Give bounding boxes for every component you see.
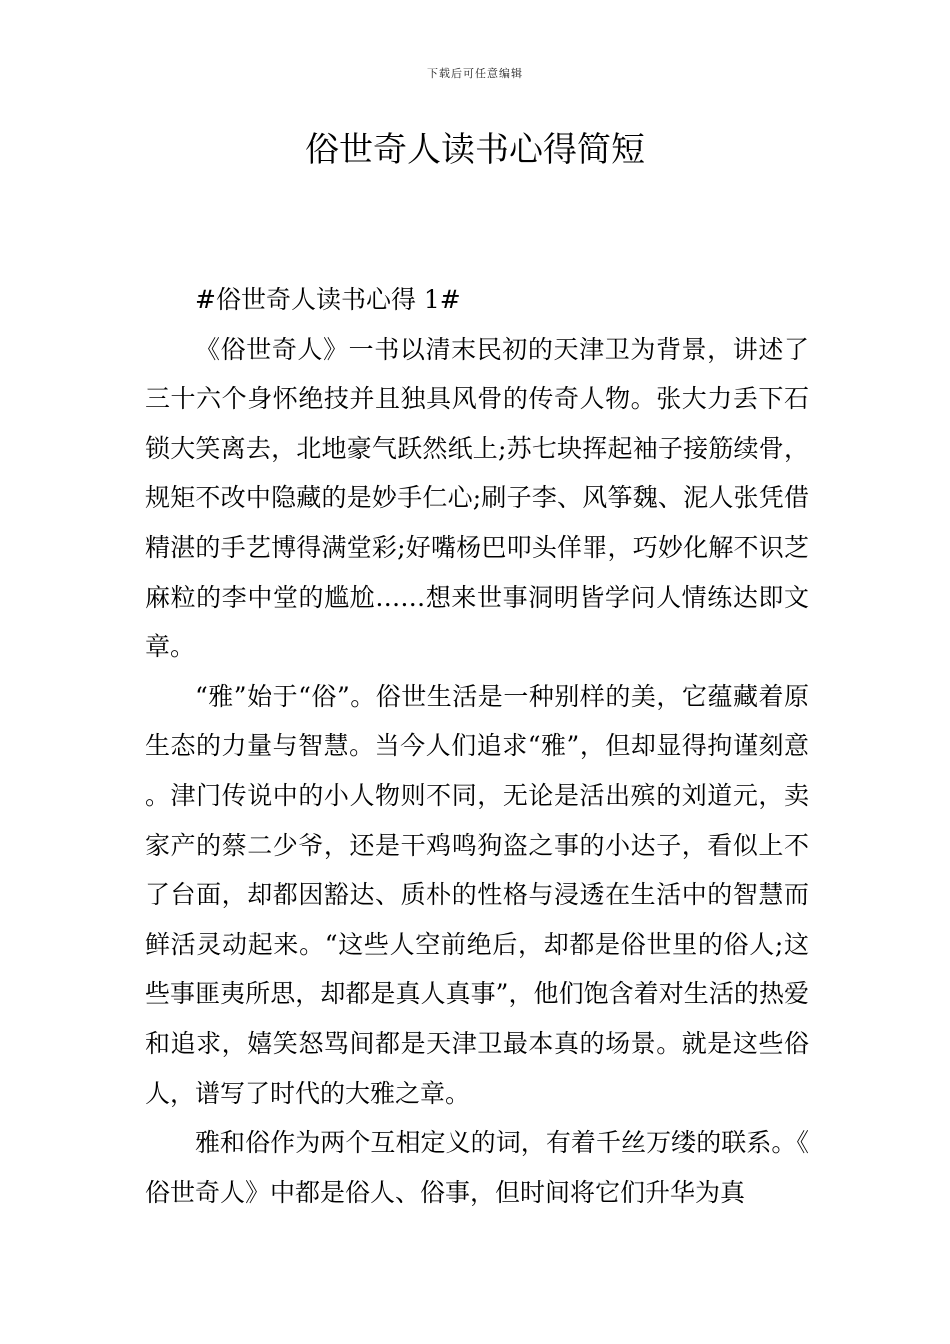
document-title: 俗世奇人读书心得简短 <box>305 130 645 170</box>
paragraph-1: 《俗世奇人》一书以清末民初的天津卫为背景，讲述了三十六个身怀绝技并且独具风骨的传奇人物。张大力丢下石锁大笑离去，北地豪气跃然纸上;苏七块挥起袖子接筋续骨，规矩不改中隐藏的是妙手仁心;刷子李、风筝魏、泥人张凭借精湛的手艺博得满堂彩;好嘴杨巴叩头佯罪，巧妙化解不识芝麻粒的李中堂的尴尬……想来世事洞明皆学问人情练达即文章。 <box>145 334 809 662</box>
section-heading: #俗世奇人读书心得 1# <box>195 285 461 314</box>
paragraph-3: 雅和俗作为两个互相定义的词，有着千丝万缕的联系。《俗世奇人》中都是俗人、俗事，但时间将它们升华为真 <box>145 1128 809 1207</box>
header-note: 下载后可任意编辑 <box>427 67 523 80</box>
document-body <box>145 275 809 1217</box>
paragraph-2: “雅”始于“俗”。俗世生活是一种别样的美，它蕴藏着原生态的力量与智慧。当今人们追求“雅”，但却显得拘谨刻意。津门传说中的小人物则不同，无论是活出殡的刘道元，卖家产的蔡二少爷，还是干鸡鸣狗盗之事的小达子，看似上不了台面，却都因豁达、质朴的性格与浸透在生活中的智慧而鲜活灵动起来。“这些人空前绝后，却都是俗世里的俗人;这些事匪夷所思，却都是真人真事”，他们饱含着对生活的热爱和追求，嬉笑怒骂间都是天津卫最本真的场景。就是这些俗人，谱写了时代的大雅之章。 <box>145 681 809 1108</box>
